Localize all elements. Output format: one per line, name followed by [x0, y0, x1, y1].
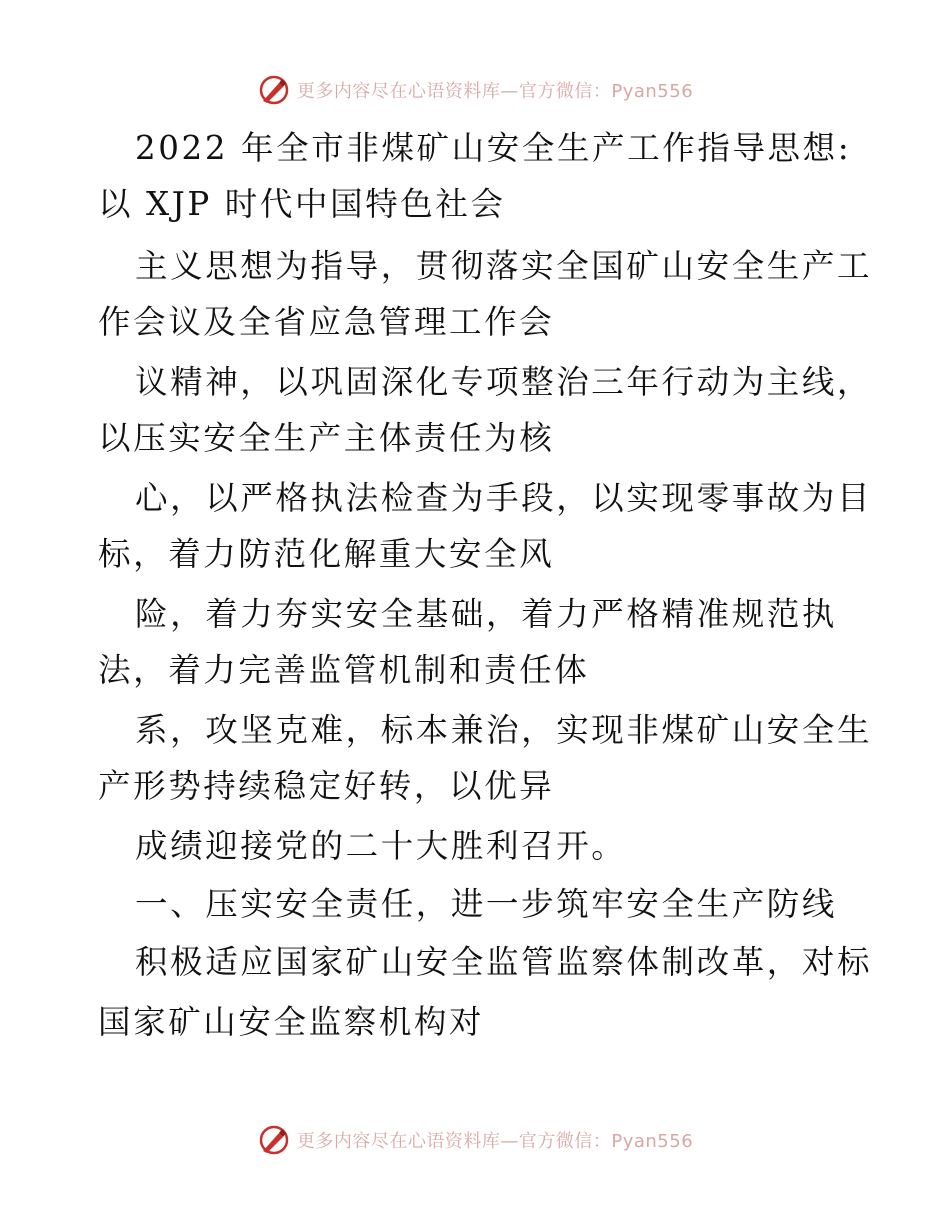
text-line: 以压实安全生产主体责任为核 [98, 419, 555, 457]
text-line: 心，以严格执法检查为手段，以实现零事故为目 [135, 479, 873, 517]
text-line: 险，着力夯实安全基础，着力严格精准规范执 [135, 595, 838, 633]
text-line: 以 XJP 时代中国特色社会 [98, 185, 506, 223]
text-line: 主义思想为指导，贯彻落实全国矿山安全生产工 [135, 247, 873, 285]
text-line: 2022 年全市非煤矿山安全生产工作指导思想: [135, 129, 852, 167]
watermark-text: 更多内容尽在心语资料库—官方微信：Pyan556 [296, 81, 694, 102]
watermark-text: 更多内容尽在心语资料库—官方微信：Pyan556 [296, 1131, 694, 1152]
text-line: 法，着力完善监管机制和责任体 [98, 651, 590, 689]
text-line: 产形势持续稳定好转，以优异 [98, 767, 555, 805]
text-line: 积极适应国家矿山安全监管监察体制改革，对标 [135, 943, 873, 981]
text-line: 成绩迎接党的二十大胜利召开。 [135, 827, 627, 865]
text-line: 国家矿山安全监察机构对 [98, 1003, 485, 1041]
header-watermark [0, 70, 950, 110]
text-line: 议精神，以巩固深化专项整治三年行动为主线， [135, 363, 873, 401]
pen-logo-icon [257, 73, 291, 107]
text-line: 标，着力防范化解重大安全风 [98, 535, 555, 573]
text-line: 系，攻坚克难，标本兼治，实现非煤矿山安全生 [135, 711, 873, 749]
text-line: 作会议及全省应急管理工作会 [98, 303, 555, 341]
section-heading: 一、压实安全责任，进一步筑牢安全生产防线 [135, 885, 838, 923]
pen-logo-icon [257, 1123, 291, 1157]
footer-watermark [0, 1120, 950, 1160]
